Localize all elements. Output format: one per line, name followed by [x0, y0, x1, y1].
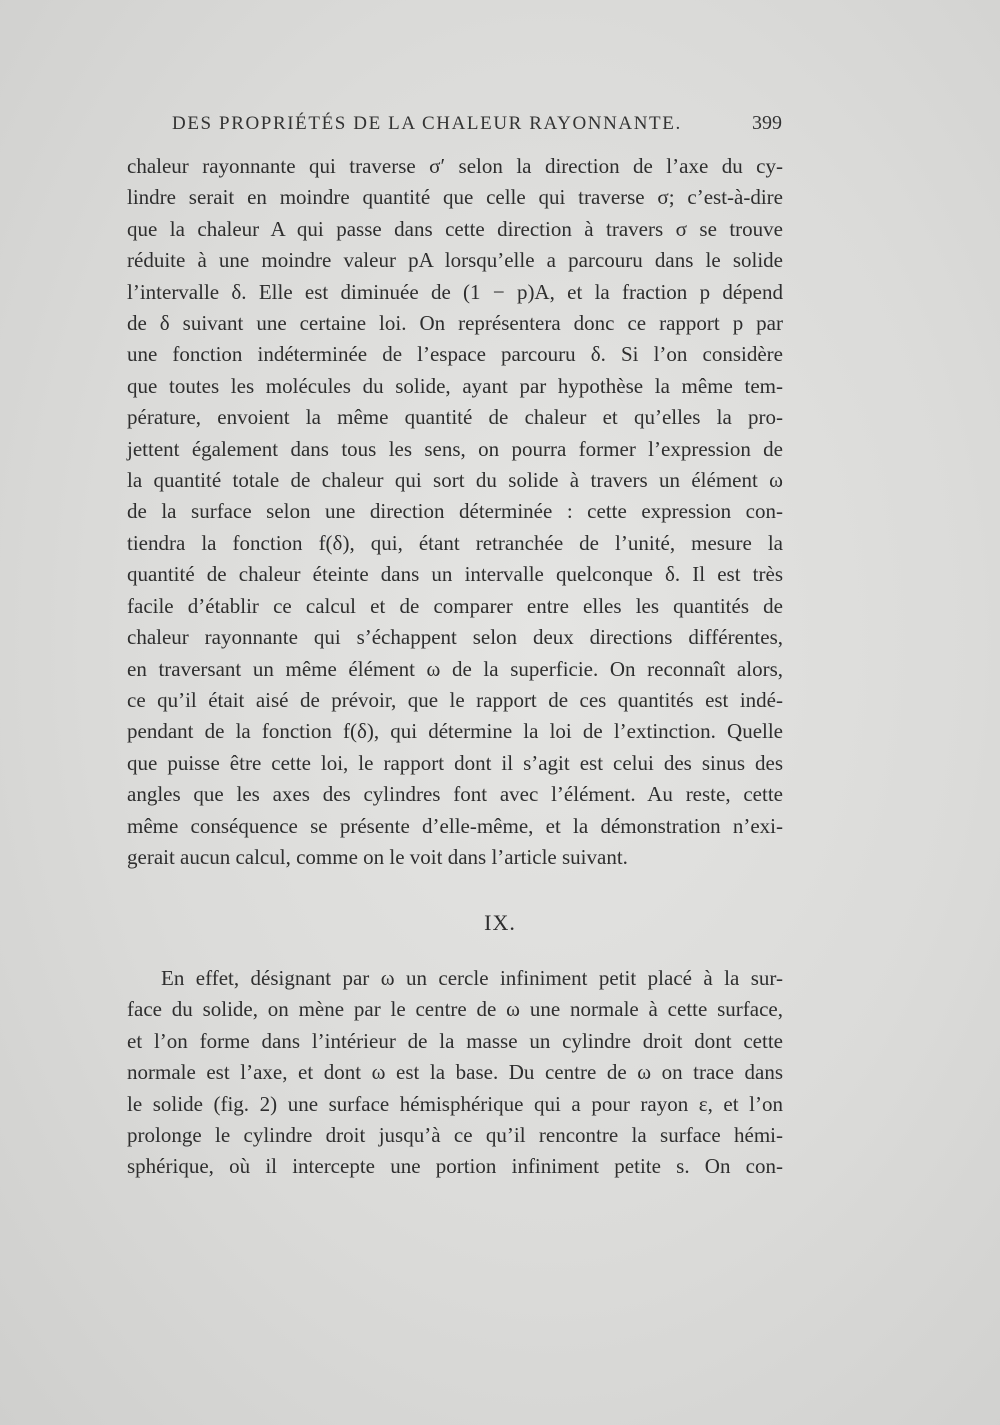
paragraph-section-ix — [127, 963, 783, 1183]
text-line: et l’on forme dans l’intérieur de la masse un cylindre droit dont cette — [127, 1028, 783, 1053]
running-header — [172, 112, 782, 135]
text-line: jettent également dans tous les sens, on pourra former l’expression de — [127, 436, 783, 461]
text-line: réduite à une moindre valeur pA lorsqu’elle a parcouru dans le solide — [127, 248, 783, 273]
text-line: l’intervalle δ. Elle est diminuée de (1 − p)A, et la fraction p dépend — [127, 279, 783, 304]
text-line: quantité de chaleur éteinte dans un intervalle quelconque δ. Il est très — [127, 562, 783, 587]
text-line: normale est l’axe, et dont ω est la base. Du centre de ω on trace dans — [127, 1060, 783, 1085]
text-line: une fonction indéterminée de l’espace parcouru δ. Si l’on considère — [127, 342, 783, 367]
text-line: la quantité totale de chaleur qui sort du solide à travers un élément ω — [127, 468, 783, 493]
text-line: en traversant un même élément ω de la superficie. On reconnaît alors, — [127, 656, 783, 681]
text-line: ce qu’il était aisé de prévoir, que le rapport de ces quantités est indé- — [127, 687, 783, 712]
text-line: tiendra la fonction f(δ), qui, étant retranchée de l’unité, mesure la — [127, 530, 783, 555]
text-line: face du solide, on mène par le centre de ω une normale à cette surface, — [127, 997, 783, 1022]
text-line: chaleur rayonnante qui s’échappent selon deux directions différentes, — [127, 625, 783, 650]
text-line: prolonge le cylindre droit jusqu’à ce qu’il rencontre la surface hémi- — [127, 1123, 783, 1148]
text-line: de δ suivant une certaine loi. On représentera donc ce rapport p par — [127, 311, 783, 336]
text-line: le solide (fig. 2) une surface hémisphérique qui a pour rayon ε, et l’on — [127, 1091, 783, 1116]
running-title: DES PROPRIÉTÉS DE LA CHALEUR RAYONNANTE. — [172, 113, 682, 134]
text-line: lindre serait en moindre quantité que celle qui traverse σ; c’est-à-dire — [127, 185, 783, 210]
page-number: 399 — [752, 112, 782, 134]
text-line: pendant de la fonction f(δ), qui détermine la loi de l’extinction. Quelle — [127, 719, 783, 744]
text-line: que la chaleur A qui passe dans cette direction à travers σ se trouve — [127, 216, 783, 241]
text-line: En effet, désignant par ω un cercle infiniment petit placé à la sur- — [161, 966, 783, 990]
text-line: même conséquence se présente d’elle-même, et la démonstration n’exi- — [127, 813, 783, 838]
text-line: facile d’établir ce calcul et de comparer entre elles les quantités de — [127, 593, 783, 618]
text-line: angles que les axes des cylindres font avec l’élément. Au reste, cette — [127, 782, 783, 807]
text-line: pérature, envoient la même quantité de chaleur et qu’elles la pro- — [127, 405, 783, 430]
text-line: que puisse être cette loi, le rapport dont il s’agit est celui des sinus des — [127, 750, 783, 775]
section-heading: IX. — [484, 910, 516, 935]
text-line: de la surface selon une direction déterminée : cette expression con- — [127, 499, 783, 524]
text-line: sphérique, où il intercepte une portion infiniment petite s. On con- — [127, 1154, 783, 1179]
text-line: que toutes les molécules du solide, ayant par hypothèse la même tem- — [127, 373, 783, 398]
paragraph-continued — [127, 151, 783, 873]
text-line: chaleur rayonnante qui traverse σ′ selon la direction de l’axe du cy- — [127, 154, 783, 178]
text-line: gerait aucun calcul, comme on le voit dans l’article suivant. — [127, 844, 628, 869]
